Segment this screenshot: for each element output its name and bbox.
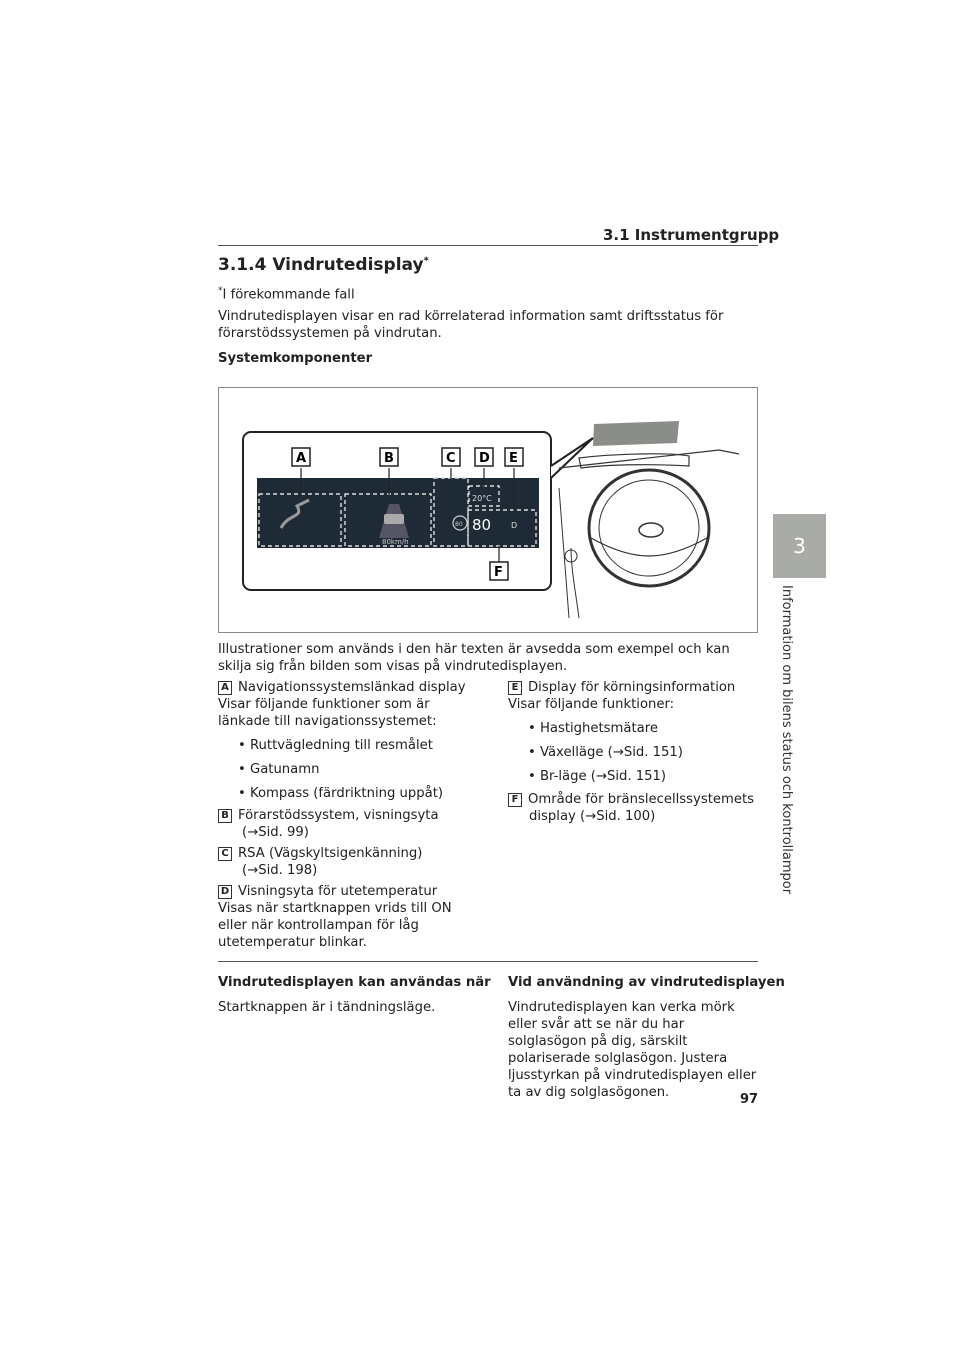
hud-projection-shape: [593, 421, 679, 446]
dashboard-line: [559, 450, 739, 468]
item-a-desc: Visar följande funktioner som är länkade till navigationssystemet:: [218, 697, 437, 729]
item-a-title: Navigationssystemslänkad display: [238, 680, 466, 695]
temp-text: 20°C: [472, 494, 492, 503]
item-a-title-line: [218, 679, 480, 696]
steering-logo-icon: [639, 523, 663, 537]
badge-f: F: [508, 793, 522, 807]
speed-text: 80: [472, 516, 492, 534]
steering-wheel-inner: [599, 480, 699, 576]
item-e: [508, 679, 758, 785]
steering-wheel-icon: [589, 470, 709, 586]
page-number: 97: [740, 1092, 759, 1107]
badge-e: E: [508, 681, 522, 695]
chapter-tab: 3: [773, 514, 826, 578]
sunglasses-heading: Vid användning av vindrutedisplayen: [508, 975, 785, 990]
item-c-title: RSA (Vägskyltsigenkänning): [238, 846, 423, 861]
dash-vent: [579, 454, 689, 468]
chapter-side-text: Information om bilens status och kontrollampor: [779, 585, 794, 895]
item-b-line-1: [218, 807, 480, 824]
label-b: B: [384, 451, 394, 466]
hud-illustration-svg: [219, 388, 757, 632]
steering-spoke: [591, 538, 707, 556]
footnote-text: I förekommande fall: [222, 287, 355, 303]
speed-unit-text: 80km/h: [382, 538, 409, 546]
item-b-ref: (→Sid. 99): [242, 825, 309, 840]
item-b: [218, 807, 480, 841]
header-rule: [218, 245, 758, 246]
item-a-bullet-3: • Kompass (färdriktning uppåt): [238, 786, 444, 801]
footnote-mark: *: [218, 286, 223, 296]
section-divider: [218, 961, 758, 962]
speed-sign-text: 80: [455, 521, 463, 528]
section-header: 3.1 Instrumentgrupp: [603, 226, 780, 244]
item-d-title-line: [218, 883, 480, 900]
chapter-side-label: [776, 585, 796, 895]
item-f-line-1: [508, 791, 758, 808]
usage-heading: Vindrutedisplayen kan användas när: [218, 975, 491, 990]
badge-d: D: [218, 885, 232, 899]
label-f: F: [494, 565, 503, 580]
callout-pointer: [551, 438, 593, 478]
label-c: C: [446, 451, 456, 466]
hud-illustration: [218, 387, 758, 633]
item-e-bullet-2: • Växelläge (→Sid. 151): [528, 745, 683, 760]
item-f-ref: display (→Sid. 100): [529, 809, 656, 824]
item-e-title: Display för körningsinformation: [528, 680, 736, 695]
label-d: D: [479, 451, 490, 466]
item-e-title-line: [508, 679, 758, 696]
usage-text: Startknappen är i tändningsläge.: [218, 1000, 436, 1015]
item-a-bullet-1: • Ruttvägledning till resmålet: [238, 738, 433, 753]
item-c-line-1: [218, 845, 480, 862]
page-title: [218, 255, 429, 275]
figure-caption: Illustrationer som används i den här texten är avsedda som exempel och kan skilja sig från bilden som visas på vindrutedisplayen.: [218, 642, 730, 674]
car-icon: [384, 514, 404, 524]
item-f: [508, 791, 758, 825]
item-c-ref: (→Sid. 198): [242, 863, 318, 878]
item-d-title: Visningsyta för utetemperatur: [238, 884, 438, 899]
label-e: E: [509, 451, 518, 466]
badge-c: C: [218, 847, 232, 861]
item-a: [218, 679, 480, 802]
page-title-text: 3.1.4 Vindrutedisplay: [218, 255, 424, 275]
badge-a: A: [218, 681, 232, 695]
gear-text: D: [511, 521, 518, 530]
item-e-bullet-1: • Hastighetsmätare: [528, 721, 658, 736]
item-d: [218, 883, 480, 951]
footnote: [218, 283, 355, 303]
sunglasses-text: Vindrutedisplayen kan verka mörk eller svår att se när du har solglasögon på dig, särskilt polariserade solglasögon. Justera ljusstyrkan på vindrutedisplayen eller ta av dig solglasögonen.: [508, 1000, 757, 1100]
item-e-desc: Visar följande funktioner:: [508, 697, 675, 712]
label-a: A: [296, 451, 307, 466]
item-b-title: Förarstödssystem, visningsyta: [238, 808, 439, 823]
item-d-desc: Visas när startknappen vrids till ON eller när kontrollampan för låg utetemperatur blinkar.: [218, 901, 452, 950]
components-heading: Systemkomponenter: [218, 351, 373, 366]
badge-b: B: [218, 809, 232, 823]
title-footnote-mark: *: [423, 255, 429, 267]
item-c: [218, 845, 480, 879]
item-a-bullet-2: • Gatunamn: [238, 762, 320, 777]
item-f-title: Område för bränslecellssystemets: [528, 792, 755, 807]
item-e-bullet-3: • Br-läge (→Sid. 151): [528, 769, 667, 784]
intro-paragraph: Vindrutedisplayen visar en rad körrelaterad information samt driftsstatus för förarstödssystemen på vindrutan.: [218, 309, 724, 341]
